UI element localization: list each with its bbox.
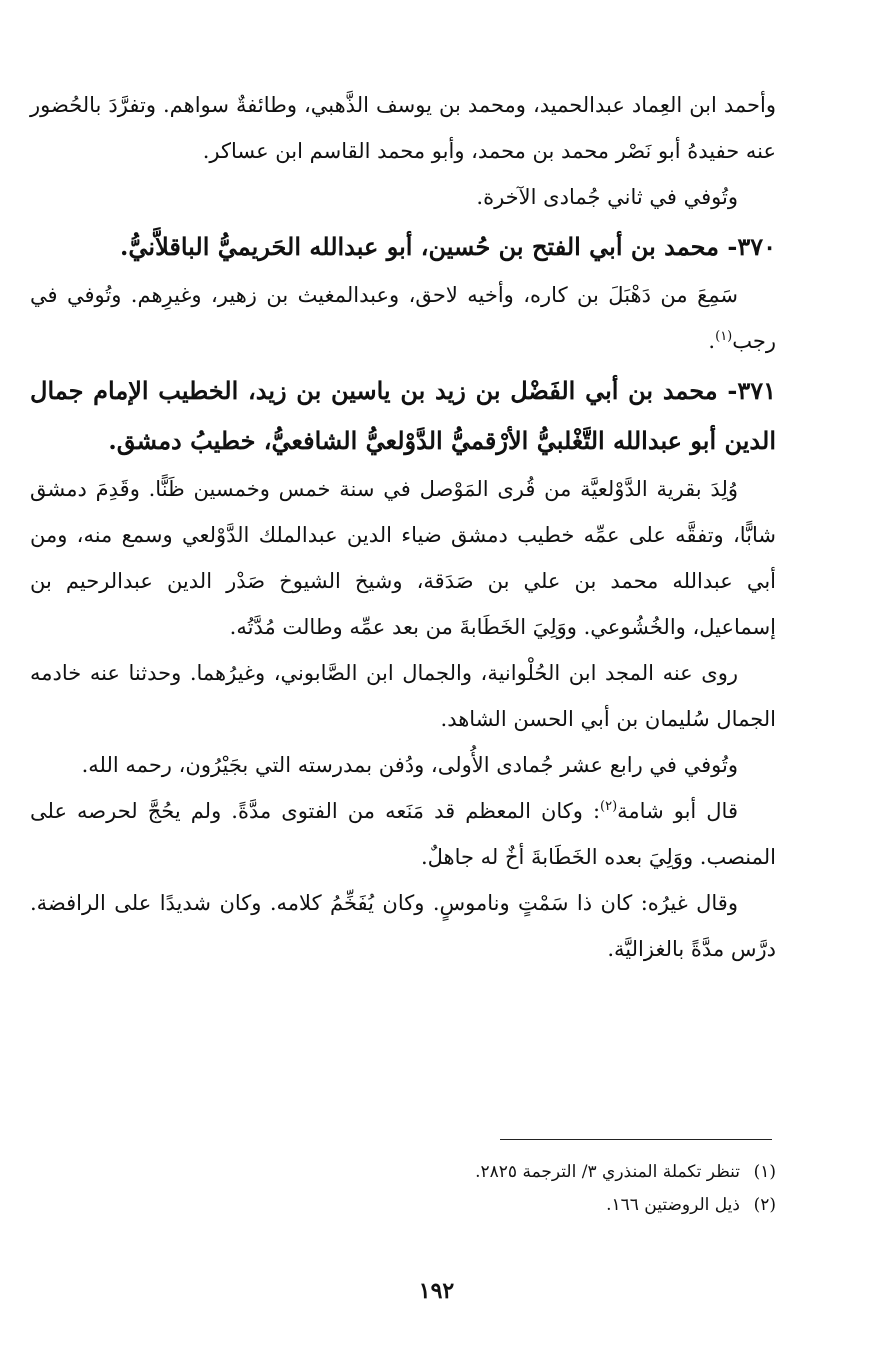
paragraph: وتُوفي في رابع عشر جُمادى الأُولى، ودُفن بمدرسته التي بجَيْرُون، رحمه الله. — [81, 753, 738, 777]
footnote-ref: (٢) — [600, 799, 618, 814]
footnote-text: ذيل الروضتين ١٦٦. — [606, 1195, 740, 1215]
page-body — [30, 82, 776, 972]
paragraph: وُلِدَ بقرية الدَّوْلعيَّة من قُرى المَوْصل في سنة خمس وخمسين ظَنًّا. وقَدِمَ دمشق شابًّا، وتفقَّه على عمِّه خطيب دمشق ضياء الدين عبدالملك الدَّوْلعي وسمع منه، ومن أبي عبدالله محمد بن علي بن صَدَقة، وشيخ الشيوخ صَدْر الدين عبدالرحيم بن إسماعيل، والخُشُوعي. ووَلِيَ الخَطَابةَ من بعد عمِّه وطالت مُدَّتُه. — [30, 477, 776, 639]
footnote — [30, 1189, 776, 1222]
paragraph: وأحمد ابن العِماد عبدالحميد، ومحمد بن يوسف الذَّهبي، وطائفةٌ سواهم. وتفرَّدَ بالحُضور عنه حفيدهُ أبو نَصْر محمد بن محمد، وأبو محمد القاسم ابن عساكر. — [30, 93, 776, 163]
paragraph: وتُوفي في ثاني جُمادى الآخرة. — [476, 185, 738, 209]
paragraph-end: . — [708, 329, 716, 353]
footnotes — [30, 1156, 776, 1222]
entry-heading-371: ٣٧١- محمد بن أبي الفَضْل بن زيد بن ياسين بن زيد، الخطيب الإمام جمال الدين أبو عبدالله التَّغْلبيُّ الأرْقميُّ الدَّوْلعيُّ الشافعيُّ، خطيبُ دمشق. — [30, 376, 776, 455]
footnote — [30, 1156, 776, 1189]
footnote-number: (١) — [753, 1162, 776, 1182]
page-number: ١٩٢ — [418, 1278, 455, 1304]
paragraph-text: سَمِعَ من دَهْبَلَ بن كاره، وأخيه لاحق، وعبدالمغيث بن زهير، وغيرِهم. وتُوفي في رجب — [30, 283, 776, 353]
paragraph — [30, 788, 776, 880]
paragraph: وقال غيرُه: كان ذا سَمْتٍ وناموسٍ. وكان يُفَخِّمُ كلامه. وكان شديدًا على الرافضة. درَّس مدَّةً بالغزاليَّة. — [30, 891, 776, 961]
footnote-text: تنظر تكملة المنذري ٣/ الترجمة ٢٨٢٥. — [475, 1162, 740, 1182]
footnote-divider — [500, 1139, 772, 1140]
entry-heading-370: ٣٧٠- محمد بن أبي الفتح بن حُسين، أبو عبدالله الحَريميُّ الباقلاَّنيُّ. — [120, 232, 776, 261]
paragraph — [30, 272, 776, 364]
paragraph-text: : وكان المعظم قد مَنَعه من الفتوى مدَّةً. ولم يحُجَّ لحرصه على المنصب. ووَلِيَ بعده الخَطَابةَ أخٌ له جاهلٌ. — [30, 799, 776, 869]
paragraph-text: قال أبو شامة — [617, 799, 738, 823]
paragraph: روى عنه المجد ابن الحُلْوانية، والجمال ابن الصَّابوني، وغيرُهما. وحدثنا عنه خادمه الجمال سُليمان بن أبي الحسن الشاهد. — [30, 661, 776, 731]
footnote-ref: (١) — [715, 329, 733, 344]
footnote-number: (٢) — [753, 1195, 776, 1215]
